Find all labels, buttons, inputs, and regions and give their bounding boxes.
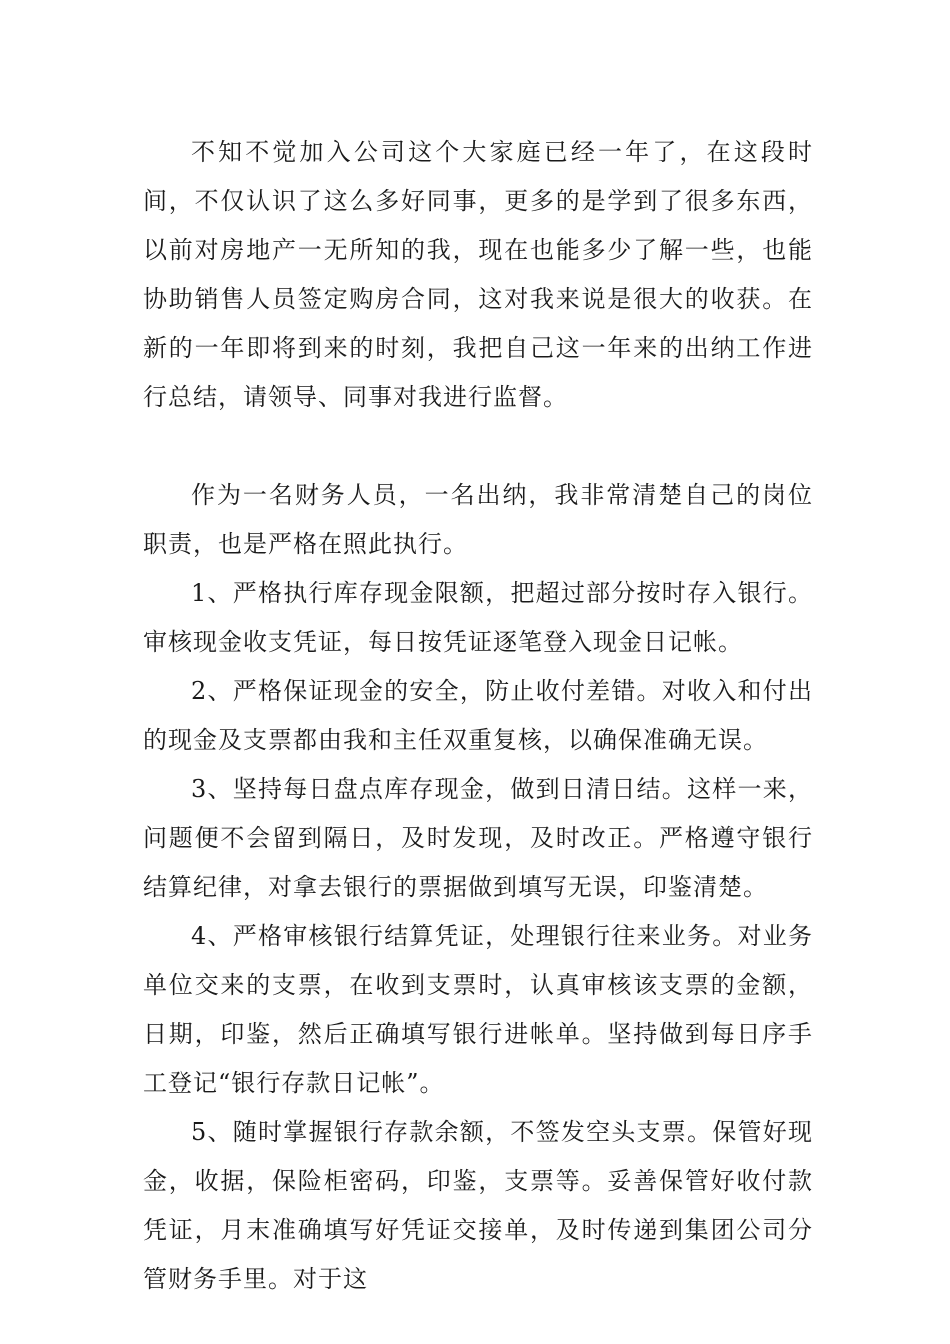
paragraph-duties-intro: 作为一名财务人员，一名出纳，我非常清楚自己的岗位职责，也是严格在照此执行。 [143,481,813,558]
paragraph-item-1: 1、严格执行库存现金限额，把超过部分按时存入银行。审核现金收支凭证，每日按凭证逐笔登入现金日记帐。 [143,579,813,656]
paragraph-intro: 不知不觉加入公司这个大家庭已经一年了，在这段时间，不仅认识了这么多好同事，更多的是学到了很多东西，以前对房地产一无所知的我，现在也能多少了解一些，也能协助销售人员签定购房合同，这对我来说是很大的收获。在新的一年即将到来的时刻，我把自己这一年来的出纳工作进行总结，请领导、同事对我进行监督。 [143,138,813,411]
paragraph-spacer [143,422,813,471]
paragraph-item-2: 2、严格保证现金的安全，防止收付差错。对收入和付出的现金及支票都由我和主任双重复核，以确保准确无误。 [143,677,813,754]
paragraph-item-5: 5、随时掌握银行存款余额，不签发空头支票。保管好现金，收据，保险柜密码，印鉴，支票等。妥善保管好收付款凭证，月末准确填写好凭证交接单，及时传递到集团公司分管财务手里。对于这 [143,1118,813,1293]
document-body [143,128,813,1304]
paragraph-item-3: 3、坚持每日盘点库存现金，做到日清日结。这样一来，问题便不会留到隔日，及时发现，及时改正。严格遵守银行结算纪律，对拿去银行的票据做到填写无误，印鉴清楚。 [143,775,813,901]
paragraph-item-4: 4、严格审核银行结算凭证，处理银行往来业务。对业务单位交来的支票，在收到支票时，认真审核该支票的金额，日期，印鉴，然后正确填写银行进帐单。坚持做到每日序手工登记“银行存款日记帐”。 [143,922,813,1097]
